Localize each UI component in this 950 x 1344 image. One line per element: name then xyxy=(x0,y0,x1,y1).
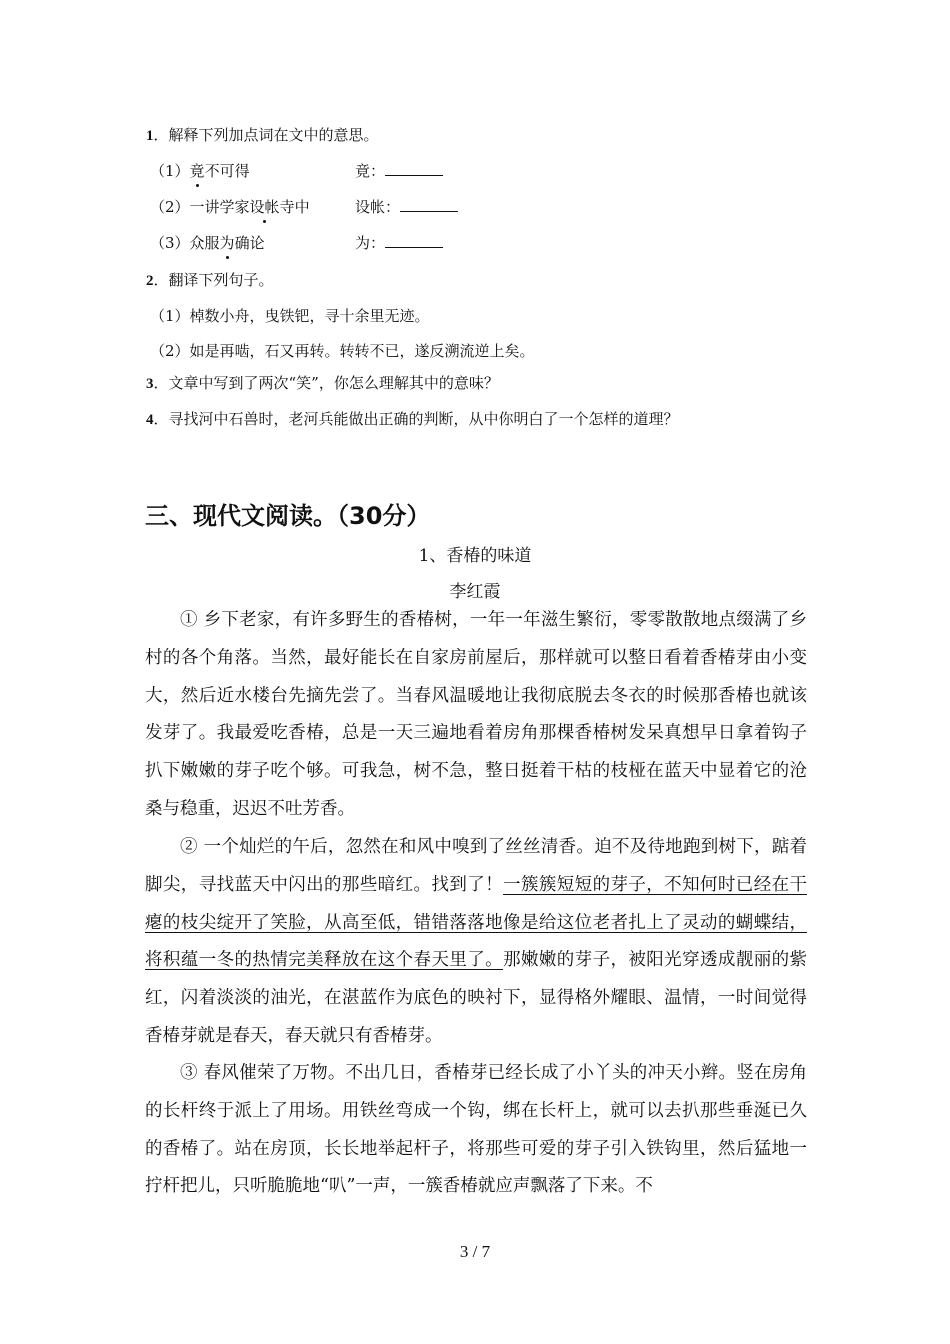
answer-label: 竟： xyxy=(355,162,386,180)
dotted-word: 竟 xyxy=(189,162,205,180)
answer-blank[interactable] xyxy=(385,161,443,176)
q2-item-2: （2）如是再啮，石又再转。转转不已，遂反溯流逆上矣。 xyxy=(150,342,535,360)
question-text: ．解释下列加点词在文中的意思。 xyxy=(153,126,379,144)
question-1 xyxy=(146,124,379,145)
q1-item-3 xyxy=(150,232,265,253)
underlined-sentence: 一簇簇短短的芽子，不知何时已经在干瘪的枝尖绽开了笑脸，从高至低，错错落落地像是给这位老者扎上了灵动的蝴蝶结，将积蕴一冬的热情完美释放在这个春天里了。 xyxy=(145,874,808,971)
answer-label: 为： xyxy=(355,234,386,252)
page-number: 3 / 7 xyxy=(459,1242,491,1261)
item-prefix: （1） xyxy=(150,162,190,180)
question-number: 2 xyxy=(146,273,154,289)
question-number: 3 xyxy=(146,376,154,392)
paragraph-1: ① 乡下老家，有许多野生的香椿树，一年一年滋生繁衍，零零散散地点缀满了乡村的各个角落。当然，最好能长在自家房前屋后，那样就可以整日看着香椿芽由小变大，然后近水楼台先摘先尝了。当春风温暖地让我彻底脱去冬衣的时候那香椿也就该发芽了。我最爱吃香椿，总是一天三遍地看着房角那棵香椿树发呆真想早日拿着钩子扒下嫩嫩的芽子吃个够。可我急，树不急，整日挺着干枯的枝桠在蓝天中显着它的沧桑与稳重，迟迟不吐芳香。 xyxy=(145,610,807,819)
question-text: ．文章中写到了两次“笑”，你怎么理解其中的意味？ xyxy=(153,374,499,392)
q1-item-1 xyxy=(150,160,250,181)
question-4 xyxy=(146,408,679,429)
paragraph-2-text-b: 那嫩嫩的芽子，被阳光穿透成靓丽的紫红，闪着淡淡的油光，在湛蓝作为底色的映衬下，显得格外耀眼、温情，一时间觉得香椿芽就是春天，春天就只有香椿芽。 xyxy=(145,950,808,1046)
paragraph-2 xyxy=(145,829,807,1056)
question-3 xyxy=(146,372,499,393)
item-prefix: （2）一讲学家 xyxy=(150,198,250,216)
answer-blank[interactable] xyxy=(385,233,443,248)
section-heading: 三、现代文阅读。（30分） xyxy=(145,502,431,530)
article-title: 1、香椿的味道 xyxy=(418,546,532,566)
question-number: 4 xyxy=(146,412,154,428)
item-suffix: 确论 xyxy=(234,234,265,252)
item-prefix: （3）众服 xyxy=(150,234,220,252)
q2-item-1: （1）棹数小舟，曳铁钯，寻十余里无迹。 xyxy=(150,307,430,325)
answer-label: 设帐： xyxy=(355,198,401,216)
paragraph-3: ③ 春风催荣了万物。不出几日，香椿芽已经长成了小丫头的冲天小辫。竖在房角的长杆终于派上了用场。用铁丝弯成一个钩，绑在长杆上，就可以去扒那些垂涎已久的香椿了。站在房顶，长长地举起杆子，将那些可爱的芽子引入铁钩里，然后猛地一拧杆把儿，只听脆脆地“叭”一声，一簇香椿就应声飘落了下来。不 xyxy=(145,1063,807,1197)
question-2 xyxy=(146,269,274,290)
item-suffix: 不可得 xyxy=(204,162,250,180)
q1-answer-2 xyxy=(355,196,458,217)
dotted-word: 设帐 xyxy=(249,198,280,216)
question-text: ．翻译下列句子。 xyxy=(153,271,274,289)
question-number: 1 xyxy=(146,128,154,144)
q1-item-2 xyxy=(150,196,310,217)
q1-answer-3 xyxy=(355,232,443,253)
answer-blank[interactable] xyxy=(400,197,458,212)
q1-answer-1 xyxy=(355,160,443,181)
dotted-word: 为 xyxy=(219,234,235,252)
paragraph-2-text-a: ② 一个灿烂的午后，忽然在和风中嗅到了丝丝清香。迫不及待地跑到树下，踮着脚尖，寻找蓝天中闪出的那些暗红。找到了！ xyxy=(145,837,807,895)
item-suffix: 寺中 xyxy=(279,198,310,216)
article-author: 李红霞 xyxy=(449,582,501,602)
question-text: ．寻找河中石兽时，老河兵能做出正确的判断，从中你明白了一个怎样的道理？ xyxy=(153,410,679,428)
